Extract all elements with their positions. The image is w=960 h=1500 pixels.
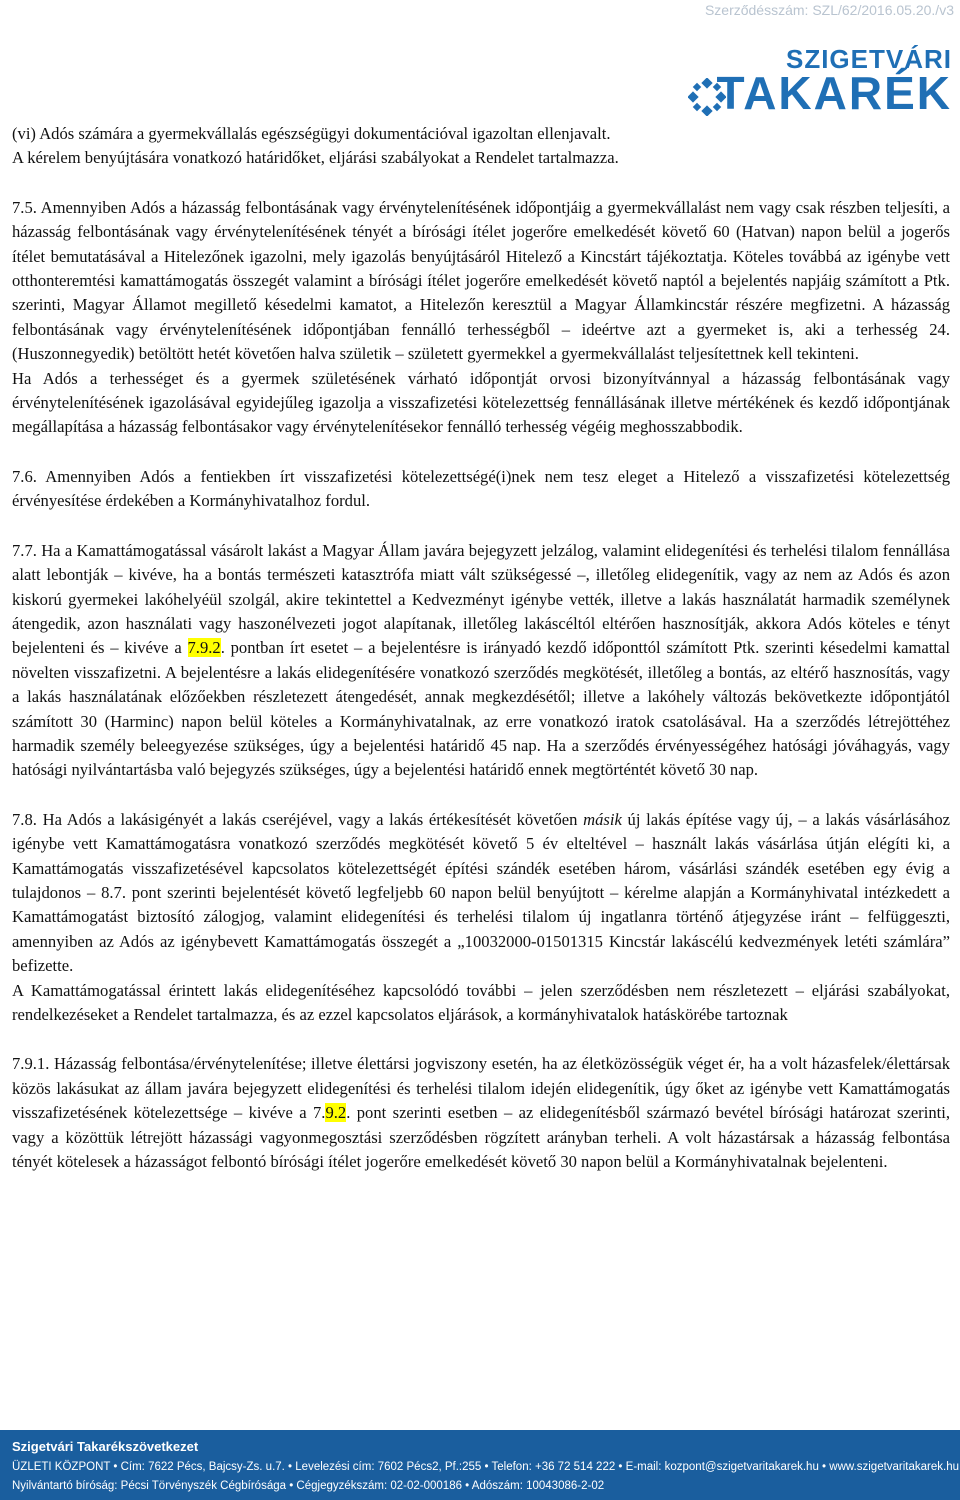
paragraph: 7.7. Ha a Kamattámogatással vásárolt lakást a Magyar Állam javára bejegyzett jelzálog, valamint elidegenítési és terhelési tilalom fennállása alatt lebontják – kivéve, ha a bontás természeti katasztrófa miatt vált szükségessé –, illetőleg elidegenítik, vagy az nem az Adós és azon kiskorú gyermekei lakóhelyéül szolgál, akire tekintettel a Kedvezményt igénybe vették, illetve a lakás használatát harmadik személynek átengedik, azon használati vagy haszonélvezeti jogot alapítanak, illetőleg lakáscéltól eltérően hasznosítják, akkora Adós köteles e tényt bejelenteni és – kivéve a 7.9.2. pontban írt esetet – a bejelentésre is irányadó kezdő időponttól számított Ptk. szerinti késedelmi kamattal növelten visszafizetni. A bejelentésre a lakás elidegenítésére vonatkozó szerződés megkötését, illetőleg a bontás, az eltérő hasznosítás, vagy a lakás használatának előzőekben részletezett átengedését, annak megkezdésétől; illetve a lakóhely változás bekövetkezte időpontjától számított 30 (Harminc) napon belül köteles a Kormányhivatalnak, az erre vonatkozó iratok csatolásával. Ha a szerződés létrejöttéhez harmadik személy beleegyezése szükséges, úgy a bejelentési határidő 45 nap. Ha a szerződés érvényességéhez hatósági jóváhagyás, vagy hatósági nyilvántartásba való bejegyzés szükséges, úgy a bejelentési határidő ennek megtörténtét követő 30 nap. (12, 540, 950, 780)
document-body (12, 122, 950, 1174)
paragraph: A kérelem benyújtására vonatkozó határidőket, eljárási szabályokat a Rendelet tartalmazza. (12, 148, 619, 168)
paragraph-gap (12, 171, 950, 196)
logo-text-bottom: TAKARÉK (716, 67, 952, 119)
contract-number: Szerződésszám: SZL/62/2016.05.20./v3 (704, 2, 954, 18)
paragraph-gap (12, 440, 950, 465)
paragraph: 7.9.1. Házasság felbontása/érvénytelenítése; illetve élettársi jogviszony esetén, ha az életközösségük véget ér, ha a volt házasfelek/élettársak közös lakásukat az állam javára bejegyzett elidegenítési és terhelési tilalom idején elidegenítik, úgy őket az igénybe vett Kamattámogatás visszafizetésének kötelezettsége – kivéve a 7.9.2. pont szerinti esetben – az elidegenítésből származó bevétel bírósági határozat szerinti, vagy a közöttük létrejött házassági vagyonmegosztási szerződésben rögzített arányban terheli. A volt házastársak a házasság felbontása tényét kötelesek a házasságot felbontó bírósági ítélet jogerőre emelkedését követő 30 napon belül a Kormányhivatalnak bejelenteni. (12, 1054, 950, 1172)
logo-text-top: SZIGETVÁRI (785, 44, 952, 74)
logo (662, 44, 952, 120)
paragraph-gap (12, 783, 950, 808)
footer-contact: ÜZLETI KÖZPONT • Cím: 7622 Pécs, Bajcsy-Zs. u.7. • Levelezési cím: 7602 Pécs2, Pf.:255 • Telefon: +36 72 514 222 • E-mail: kozpont@szigetvaritakarek.hu • www.szigetvaritakarek.hu (12, 1461, 960, 1473)
footer (0, 1430, 960, 1500)
paragraph-gap (12, 514, 950, 539)
paragraph: 7.6. Amennyiben Adós a fentiekben írt visszafizetési kötelezettségé(i)nek nem tesz eleget a Hitelező a visszafizetési kötelezettség érvényesítése érdekében a Kormányhivatalhoz fordul. (12, 466, 950, 511)
paragraph: 7.5. Amennyiben Adós a házasság felbontásának vagy érvénytelenítésének időpontjáig a gyermekvállalást nem vagy csak részben teljesíti, a házasság felbontásának vagy érvénytelenítésének tényét a bírósági ítélet jogerőre emelkedését követő 60 (Hatvan) napon belül a jogerős ítélet bemutatásával a Hitelezőnek igazolni, mely igazolás benyújtásáról Hitelező a Kincstárt tájékoztatja. Köteles továbbá az igénybe vett otthonteremtési kamattámogatás összegét valamint a bírósági ítélet jogerőre emelkedését követő naptól a bejelentés napjáig számított a Ptk. szerinti, Magyar Államot megillető késedelmi kamatot, a Hitelezőn keresztül a Magyar Államkincstár részére megfizetni. A házasság felbontásának vagy érvénytelenítésének időpontjában fennálló terhességből – ideértve azt a gyermeket is, aki a terhesség 24. (Huszonnegyedik) betöltött hetét követően halva születik – született gyermekkel a gyermekvállalást teljesítettnek kell tekinteni. (12, 197, 950, 364)
highlighted-reference: 9.2 (325, 1103, 347, 1123)
footer-registry: Nyilvántartó bíróság: Pécsi Törvényszék Cégbírósága • Cégjegyzékszám: 02-02-000186 • Adószám: 10043086-2-02 (12, 1480, 605, 1492)
paragraph: A Kamattámogatással érintett lakás elidegenítéséhez kapcsolódó további – jelen szerződésben nem részletezett – eljárási szabályokat, rendelkezéseket a Rendelet tartalmazza, és az ezzel kapcsolatos eljárások, a kormányhivatalok hatáskörébe tartoznak (12, 980, 950, 1024)
paragraph: Ha Adós a terhességet és a gyermek születésének várható időpontját orvosi bizonyítvánnyal a házasság felbontásának vagy érvénytelenítésének igazolásával egyidejűleg igazolja a visszafizetési kötelezettség fennállásának illetve mértékének és kezdő időpontjának megállapítása a házasság felbontásakor vagy érvénytelenítésekor fennálló terhesség végéig meghosszabbodik. (12, 368, 950, 437)
paragraph: (vi) Adós számára a gyermekvállalás egészségügyi dokumentációval igazoltan ellenjavalt. (12, 124, 611, 143)
paragraph-gap (12, 1027, 950, 1052)
italic-word: másik (583, 809, 622, 829)
highlighted-reference: 7.9.2 (187, 638, 221, 658)
paragraph: 7.8. Ha Adós a lakásigényét a lakás cseréjével, vagy a lakás értékesítését követően másik új lakás építése vagy új, – a lakás vásárlásához igénybe vett Kamattámogatásra vonatkozó szerződés megkötését követő 5 év elteltével – használt lakás vásárlása útján elégíti ki, a Kamattámogatás visszafizetésével kapcsolatos kötelezettségét építési szándék esetében három, vásárlási szándék esetében egy évig a tulajdonos – 8.7. pont szerinti bejelentését követő legfeljebb 60 napon belül benyújtott – kérelme alapján a Kormányhivatal intézkedett a Kamattámogatást biztosító zálogjog, valamint elidegenítési és terhelési tilalom új ingatlanra történő átjegyzése iránt – felfüggeszti, amennyiben az Adós az igénybevett Kamattámogatás összegét a „10032000-01501315 Kincstár lakáscélú kedvezmények letéti számlára” befizette. (12, 809, 950, 976)
footer-company: Szigetvári Takarékszövetkezet (12, 1439, 199, 1454)
